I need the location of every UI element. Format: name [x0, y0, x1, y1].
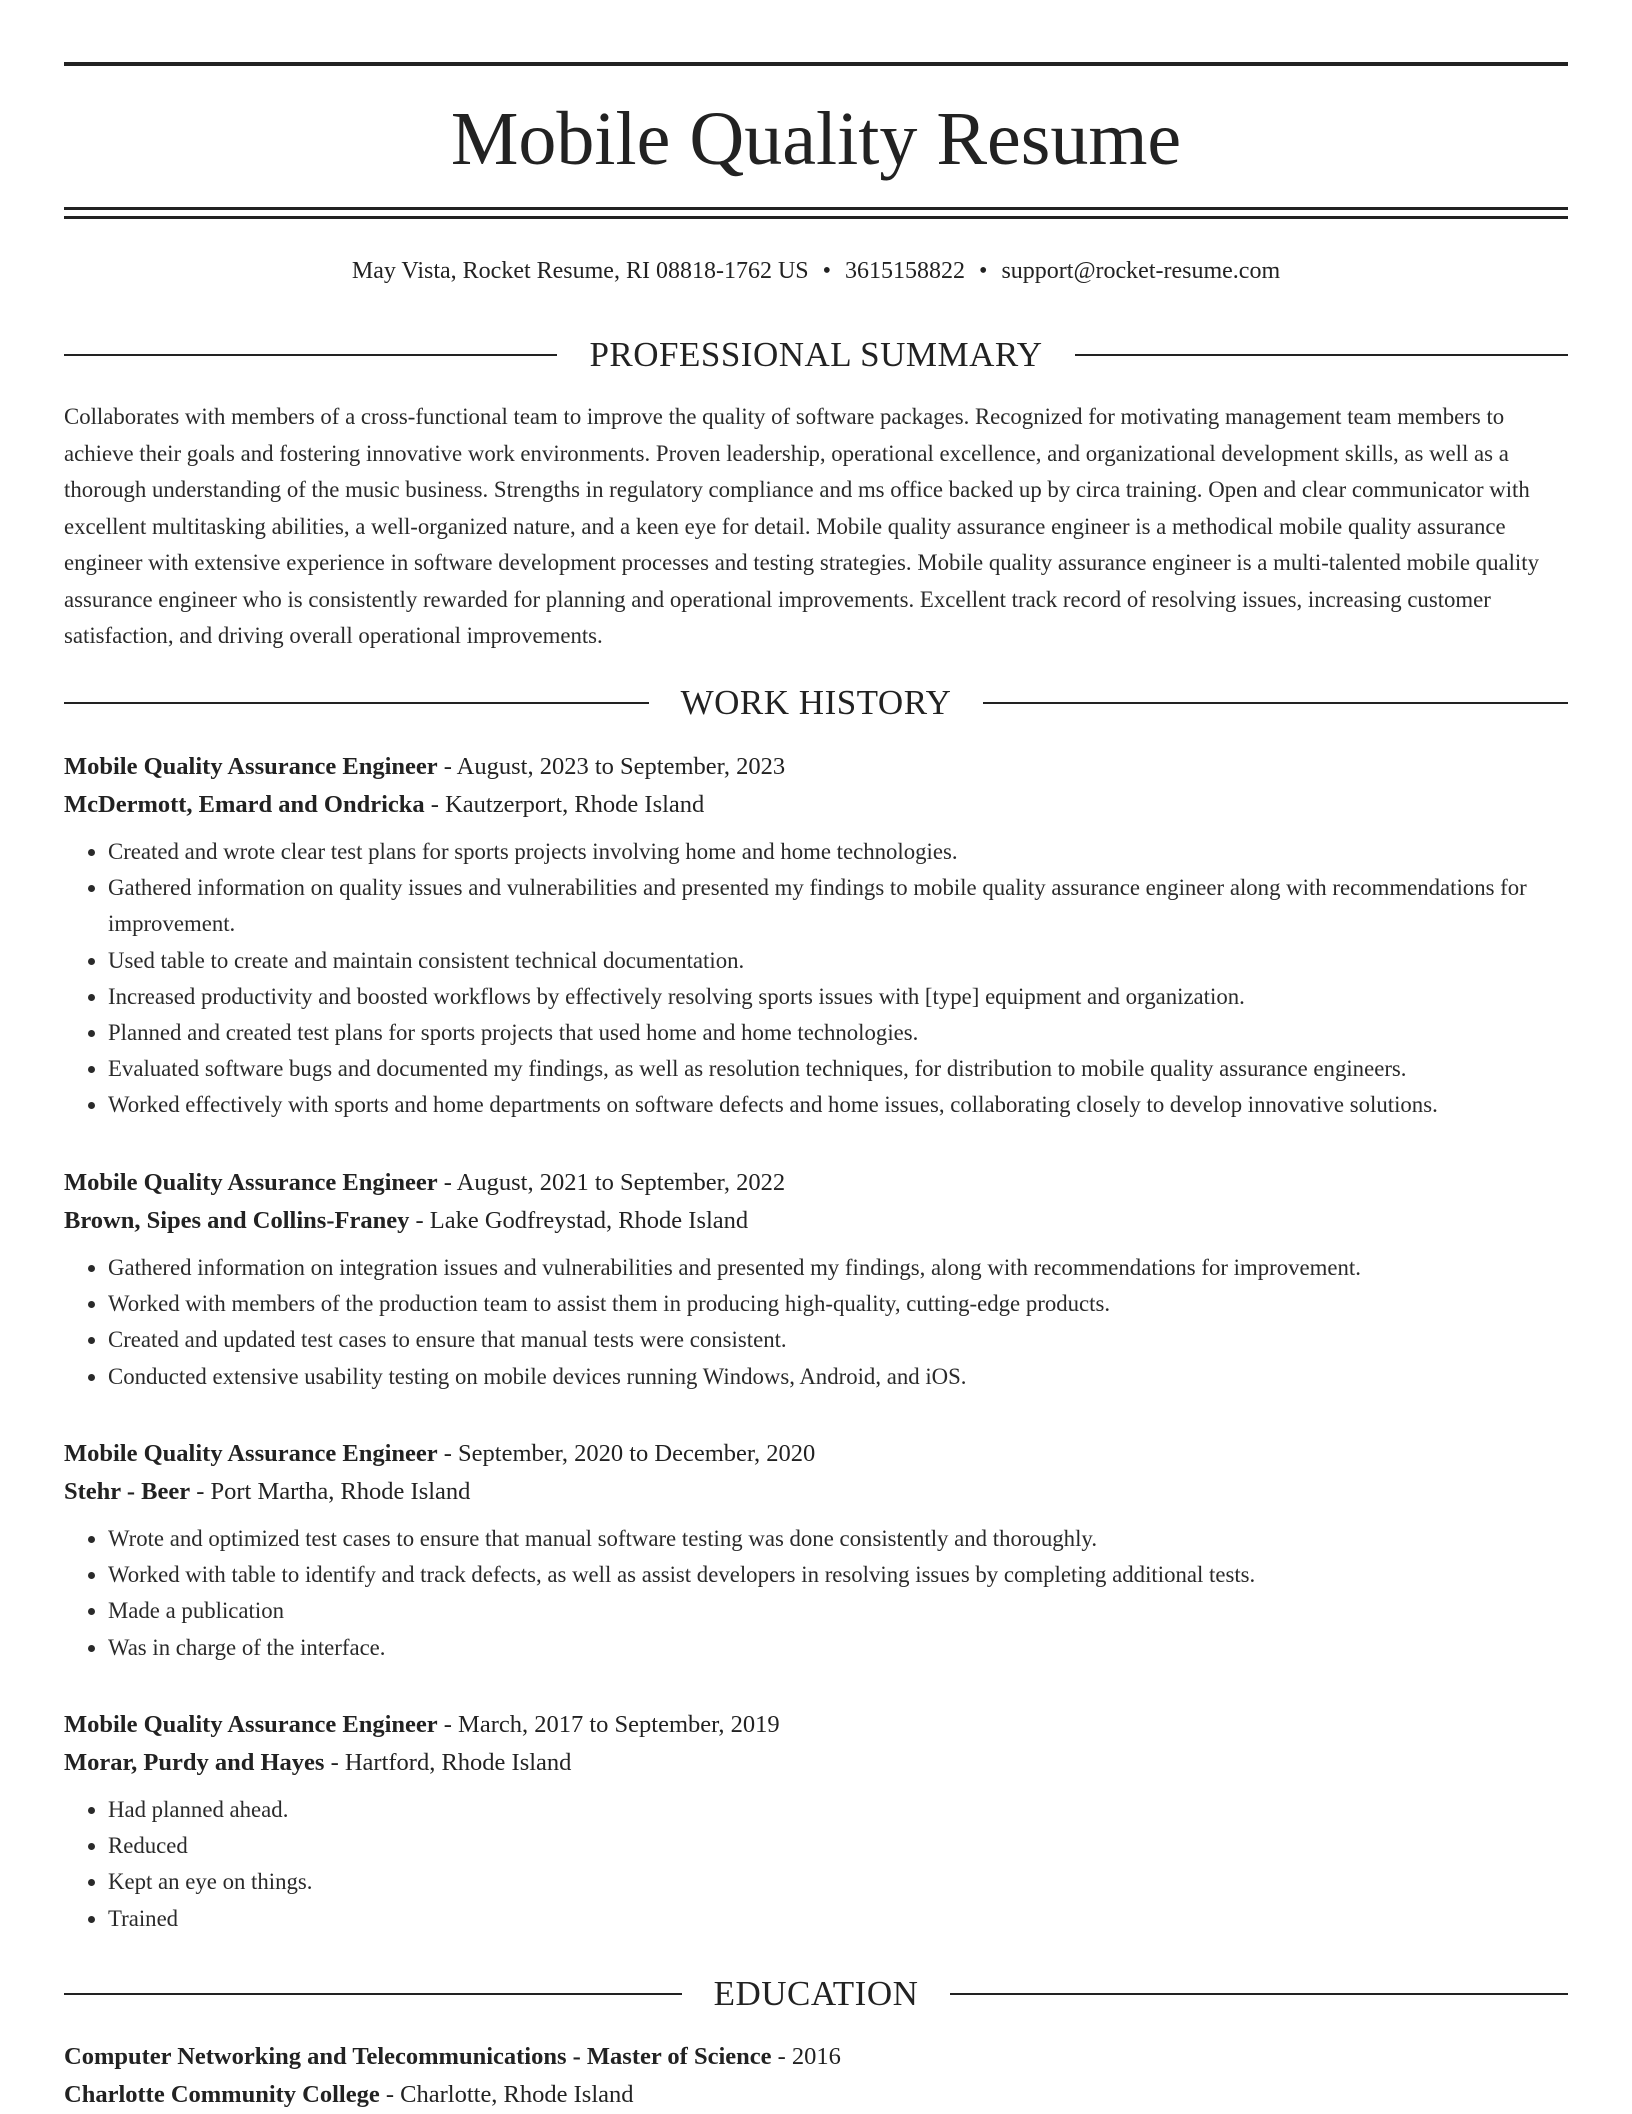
- job-dates: - August, 2021 to September, 2022: [437, 1169, 786, 1196]
- job-bullet: • Wrote and optimized test cases to ensure that manual software testing was done consistently and thoroughly.: [108, 1521, 1568, 1557]
- job-dates: - March, 2017 to September, 2019: [437, 1711, 780, 1738]
- title-double-rule: [64, 207, 1568, 219]
- summary-heading-label: PROFESSIONAL SUMMARY: [589, 335, 1043, 374]
- job-bullet: • Worked effectively with sports and home departments on software defects and home issues, collaborating closely to develop innovative solutions.: [108, 1087, 1568, 1123]
- job-bullets: [64, 1250, 1568, 1395]
- job-title-line: [64, 748, 1568, 786]
- contact-separator: •: [979, 258, 988, 284]
- job-bullet: • Made a publication: [108, 1593, 1568, 1629]
- job-bullet: • Used table to create and maintain consistent technical documentation.: [108, 943, 1568, 979]
- job-entry: [64, 1435, 1568, 1666]
- job-bullet: • Reduced: [108, 1828, 1568, 1864]
- resume-title: Mobile Quality Resume: [450, 97, 1182, 181]
- job-bullets: [64, 834, 1568, 1124]
- job-entry: [64, 1164, 1568, 1395]
- education-school: Charlotte Community College: [64, 2081, 380, 2108]
- job-title-line: [64, 1706, 1568, 1744]
- heading-rule-right: [983, 702, 1568, 704]
- job-bullets: [64, 1521, 1568, 1666]
- job-location: - Lake Godfreystad, Rhode Island: [409, 1207, 749, 1234]
- education-entry: [64, 2038, 1568, 2114]
- job-bullet: • Evaluated software bugs and documented my findings, as well as resolution techniques, for distribution to mobile quality assurance engineers.: [108, 1051, 1568, 1087]
- job-company: McDermott, Emard and Ondricka: [64, 791, 425, 818]
- job-bullet: • Increased productivity and boosted workflows by effectively resolving sports issues with [type] equipment and organization.: [108, 979, 1568, 1015]
- job-company-line: [64, 1744, 1568, 1782]
- job-bullet: • Worked with members of the production team to assist them in producing high-quality, cutting-edge products.: [108, 1286, 1568, 1322]
- job-company: Brown, Sipes and Collins-Franey: [64, 1207, 410, 1234]
- job-bullet: • Gathered information on quality issues and vulnerabilities and presented my findings to mobile quality assurance engineer along with recommendations for improvement.: [108, 870, 1568, 942]
- heading-rule-right: [1075, 354, 1568, 356]
- work-history-heading: [64, 681, 1568, 725]
- job-title: Mobile Quality Assurance Engineer: [64, 1440, 438, 1467]
- heading-rule-left: [64, 354, 557, 356]
- summary-text: Collaborates with members of a cross-functional team to improve the quality of software packages. Recognized for motivating management team members to achieve their goals and fostering innovative work environments. Proven leadership, operational excellence, and organizational development skills, as well as a thorough understanding of the music business. Strengths in regulatory compliance and ms office backed up by circa training. Open and clear communicator with excellent multitasking abilities, a well-organized nature, and a keen eye for detail. Mobile quality assurance engineer is a methodical mobile quality assurance engineer with extensive experience in software development processes and testing strategies. Mobile quality assurance engineer is a multi-talented mobile quality assurance engineer who is consistently rewarded for planning and operational improvements. Excellent track record of resolving issues, increasing customer satisfaction, and driving overall operational improvements.: [64, 404, 1539, 648]
- summary-heading: [64, 333, 1568, 377]
- job-location: - Kautzerport, Rhode Island: [424, 791, 705, 818]
- top-rule: [64, 62, 1568, 66]
- education-location: - Charlotte, Rhode Island: [379, 2081, 634, 2108]
- job-bullet: • Planned and created test plans for sports projects that used home and home technologies.: [108, 1015, 1568, 1051]
- job-company-line: [64, 1202, 1568, 1240]
- job-title-line: [64, 1435, 1568, 1473]
- job-location: - Hartford, Rhode Island: [324, 1749, 572, 1776]
- education-year: - 2016: [771, 2043, 841, 2070]
- job-bullet: • Conducted extensive usability testing on mobile devices running Windows, Android, and iOS.: [108, 1359, 1568, 1395]
- job-company: Morar, Purdy and Hayes: [64, 1749, 325, 1776]
- education-degree: Computer Networking and Telecommunications - Master of Science: [64, 2043, 772, 2070]
- job-dates: - August, 2023 to September, 2023: [437, 753, 786, 780]
- heading-rule-right: [950, 1993, 1568, 1995]
- contact-separator: •: [822, 258, 832, 284]
- job-bullets: [64, 1792, 1568, 1937]
- job-bullet: • Created and updated test cases to ensure that manual tests were consistent.: [108, 1322, 1568, 1358]
- job-company-line: [64, 786, 1568, 824]
- education-school-line: [64, 2076, 1568, 2114]
- job-bullet: • Worked with table to identify and track defects, as well as assist developers in resolving issues by completing additional tests.: [108, 1557, 1568, 1593]
- job-company-line: [64, 1473, 1568, 1511]
- heading-rule-left: [64, 1993, 682, 1995]
- work-history-heading-label: WORK HISTORY: [680, 683, 952, 722]
- contact-phone: 3615158822: [845, 258, 966, 284]
- job-dates: - September, 2020 to December, 2020: [437, 1440, 816, 1467]
- job-bullet: • Had planned ahead.: [108, 1792, 1568, 1828]
- job-title: Mobile Quality Assurance Engineer: [64, 753, 438, 780]
- job-entry: [64, 1706, 1568, 1937]
- job-bullet: • Gathered information on integration issues and vulnerabilities and presented my findings, along with recommendations for improvement.: [108, 1250, 1568, 1286]
- job-bullet: • Created and wrote clear test plans for sports projects involving home and home technologies.: [108, 834, 1568, 870]
- job-title: Mobile Quality Assurance Engineer: [64, 1711, 438, 1738]
- job-company: Stehr - Beer: [64, 1478, 191, 1505]
- contact-line: [64, 254, 1568, 288]
- contact-email: support@rocket-resume.com: [1001, 258, 1281, 284]
- education-heading: [64, 1972, 1568, 2016]
- education-degree-line: [64, 2038, 1568, 2076]
- job-title-line: [64, 1164, 1568, 1202]
- job-bullet: • Was in charge of the interface.: [108, 1630, 1568, 1666]
- job-title: Mobile Quality Assurance Engineer: [64, 1169, 438, 1196]
- job-bullet: • Trained: [108, 1901, 1568, 1937]
- heading-rule-left: [64, 702, 649, 704]
- education-heading-label: EDUCATION: [713, 1974, 919, 2013]
- contact-address: May Vista, Rocket Resume, RI 08818-1762 US: [351, 258, 809, 284]
- job-bullet: • Kept an eye on things.: [108, 1864, 1568, 1900]
- job-entry: [64, 748, 1568, 1124]
- job-location: - Port Martha, Rhode Island: [190, 1478, 471, 1505]
